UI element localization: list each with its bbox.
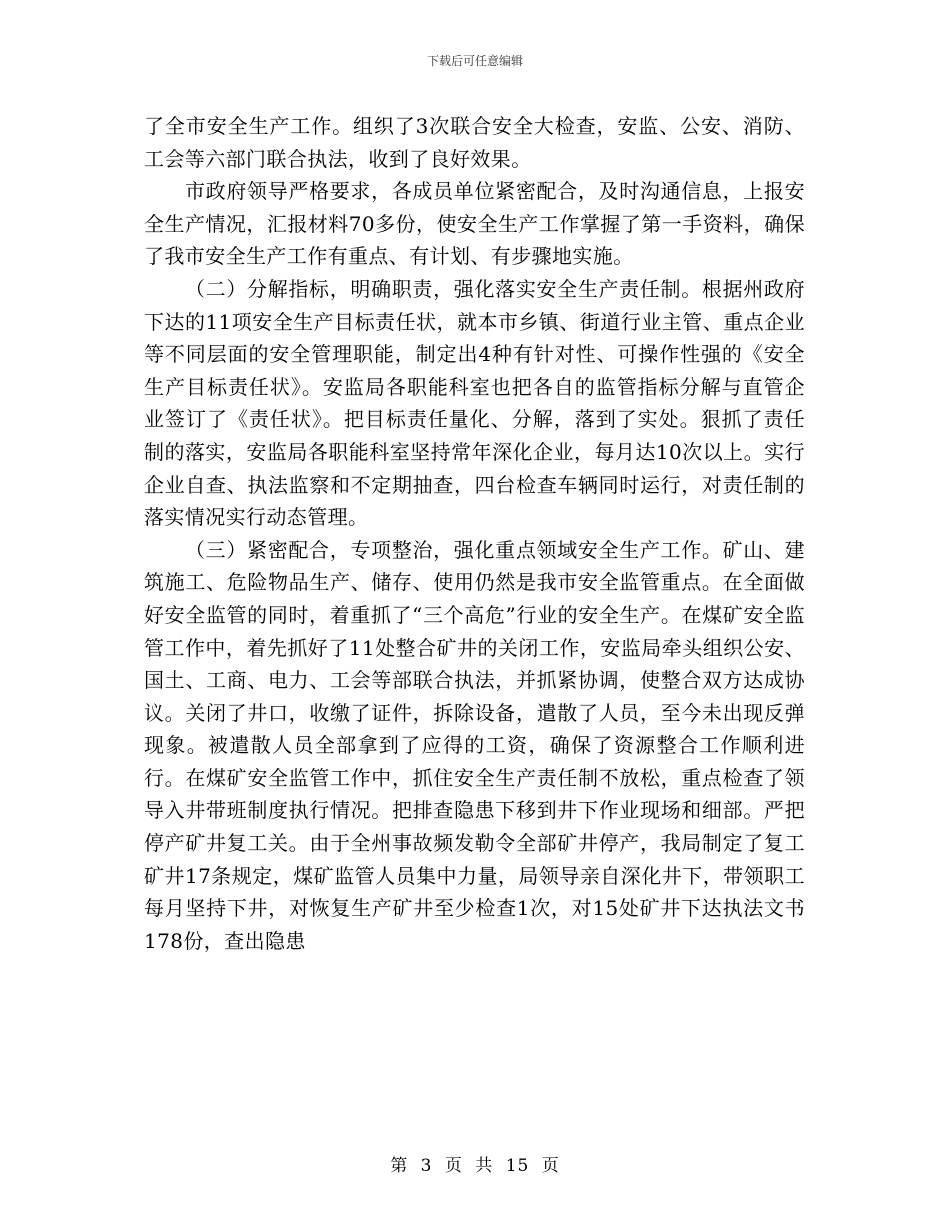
paragraph-1: 了全市安全生产工作。组织了3次联合安全大检查，安监、公安、消防、工会等六部门联合执法，收到了良好效果。	[144, 114, 805, 171]
paragraph-2: 市政府领导严格要求，各成员单位紧密配合，及时沟通信息，上报安全生产情况，汇报材料70多份，使安全生产工作掌握了第一手资料，确保了我市安全生产工作有重点、有计划、有步骤地实施。	[144, 179, 805, 269]
document-body	[144, 110, 805, 957]
page-number-footer: 第 3 页 共 15 页	[390, 1156, 560, 1176]
page-header: 下载后可任意编辑	[426, 54, 523, 68]
paragraph-3: （二）分解指标，明确职责，强化落实安全生产责任制。根据州政府下达的11项安全生产目标责任状，就本市乡镇、街道行业主管、重点企业等不同层面的安全管理职能，制定出4种有针对性、可操作性强的《安全生产目标责任状》。安监局各职能科室也把各自的监管指标分解与直管企业签订了《责任状》。把目标责任量化、分解，落到了实处。狠抓了责任制的落实，安监局各职能科室坚持常年深化企业，每月达10次以上。实行企业自查、执法监察和不定期抽查，四台检查车辆同时运行，对责任制的落实情况实行动态管理。	[144, 276, 805, 530]
paragraph-4: （三）紧密配合，专项整治，强化重点领域安全生产工作。矿山、建筑施工、危险物品生产、储存、使用仍然是我市安全监管重点。在全面做好安全监管的同时，着重抓了“三个高危”行业的安全生产。在煤矿安全监管工作中，着先抓好了11处整合矿井的关闭工作，安监局牵头组织公安、国土、工商、电力、工会等部联合执法，并抓紧协调，使整合双方达成协议。关闭了井口，收缴了证件，拆除设备，遣散了人员，至今未出现反弹现象。被遣散人员全部拿到了应得的工资，确保了资源整合工作顺利进行。在煤矿安全监管工作中，抓住安全生产责任制不放松，重点检查了领导入井带班制度执行情况。把排查隐患下移到井下作业现场和细部。严把停产矿井复工关。由于全州事故频发勒令全部矿井停产，我局制定了复工矿井17条规定，煤矿监管人员集中力量，局领导亲自深化井下，带领职工每月坚持下井，对恢复生产矿井至少检查1次，对15处矿井下达执法文书178份，查出隐患	[144, 537, 805, 953]
